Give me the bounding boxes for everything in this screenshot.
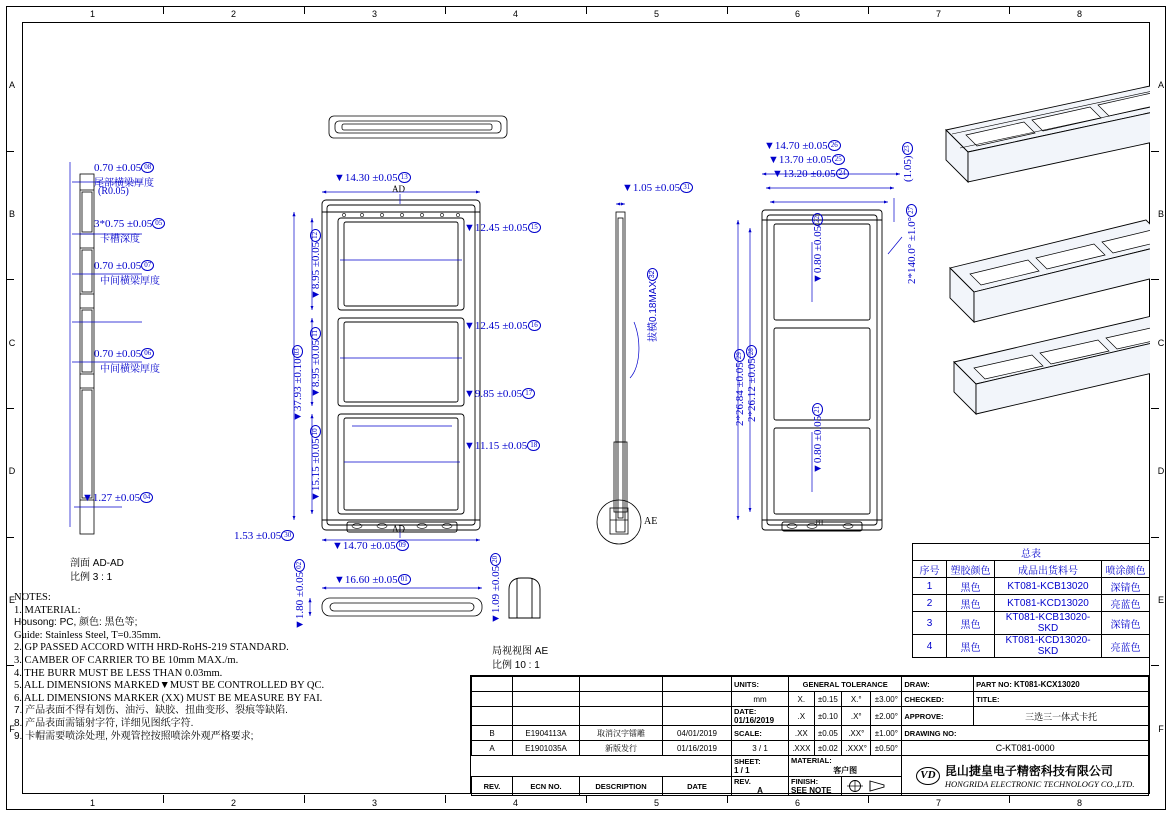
- summary-header-index: 序号: [913, 561, 947, 578]
- projection-symbol: [842, 777, 902, 796]
- zone-column-label: 5: [653, 798, 659, 808]
- title-block: [470, 675, 1150, 794]
- tol-r2c3: .X°: [842, 707, 871, 726]
- balloon-25: 25: [832, 154, 845, 165]
- zone-row-label: C: [8, 337, 16, 348]
- zone-tick: [304, 795, 305, 803]
- balloon-26: 26: [828, 140, 841, 151]
- dim-8-95-b: ▼8.95 ±0.0511: [310, 327, 322, 398]
- rev-b-cell: B: [472, 726, 513, 741]
- cell-plastic-color: 黑色: [947, 635, 995, 658]
- dim-mid-beam-label-1: 中间横梁厚度: [100, 276, 160, 287]
- zone-tick: [727, 6, 728, 14]
- balloon-13: 13: [398, 172, 411, 183]
- desc-b-cell: 取消汉字镭雕: [580, 726, 663, 741]
- zone-tick: [1151, 408, 1159, 409]
- dim-1-80: ▼1.80 ±0.0502: [294, 559, 306, 630]
- table-row: [913, 612, 1150, 635]
- zone-tick: [6, 537, 14, 538]
- dim-14-70-front: ▼14.70 ±0.05 09: [332, 540, 409, 552]
- balloon-10: 10: [310, 425, 321, 438]
- zone-tick: [586, 6, 587, 14]
- tol-r1c3: X.°: [842, 692, 871, 707]
- zone-tick: [6, 151, 14, 152]
- tol-r3c3: .XX°: [842, 726, 871, 741]
- zone-tick: [6, 665, 14, 666]
- label-ad-bottom: AD: [392, 524, 405, 534]
- finish-cell: FINISH: SEE NOTE: [789, 777, 842, 796]
- balloon-24: 24: [836, 168, 849, 179]
- balloon-31: 31: [680, 182, 693, 193]
- scale-value: 3 / 1: [732, 741, 789, 756]
- dim-0-80-b: ▼0.80 ±0.0521: [812, 403, 824, 474]
- dim-26-84: 2*26.84 ±0.0529: [734, 349, 746, 426]
- detail-caption-1: 局视视图 AE: [492, 646, 549, 657]
- date-a-cell: 01/16/2019: [663, 741, 732, 756]
- company-logo-icon: VD: [916, 767, 940, 785]
- company-name-cn: 昆山捷皇电子精密科技有限公司: [944, 764, 1113, 778]
- date-b-cell: 04/01/2019: [663, 726, 732, 741]
- label-81: 81: [816, 518, 824, 527]
- summary-table: [912, 543, 1150, 658]
- cell-plastic-color: 黑色: [947, 595, 995, 612]
- zone-tick: [1151, 665, 1159, 666]
- zone-tick: [445, 795, 446, 803]
- units-value: mm: [732, 692, 789, 707]
- cell-index: 3: [913, 612, 947, 635]
- zone-tick: [6, 408, 14, 409]
- zone-column-label: 5: [653, 9, 659, 19]
- dim-radius-note: (R0.05): [98, 186, 129, 197]
- dim-1-27: ▼1.27 ±0.05 04: [82, 492, 153, 504]
- note-item: 2. GP PASSED ACCORD WITH HRD-RoHS-219 STANDARD.: [14, 642, 289, 654]
- tolerance-title: GENERAL TOLERANCE: [789, 677, 902, 692]
- tol-r3c2: ±0.05: [814, 726, 842, 741]
- zone-tick: [586, 795, 587, 803]
- note-item: 8. 产品表面需镭射字符, 详细见图纸字符.: [14, 717, 194, 729]
- section-caption-2: 比例 3 : 1: [70, 572, 113, 583]
- balloon-11: 11: [310, 327, 321, 340]
- balloon-02: 02: [294, 559, 305, 572]
- balloon-15: 15: [528, 222, 541, 233]
- zone-tick: [1151, 537, 1159, 538]
- dim-slot-depth: 3*0.75 ±0.05 05: [94, 218, 165, 230]
- dim-0-80-a: ▼0.80 ±0.0522: [812, 213, 824, 284]
- zone-tick: [1151, 279, 1159, 280]
- summary-header-coating-color: 喷涂颜色: [1102, 561, 1150, 578]
- zone-row-label: F: [1158, 723, 1164, 734]
- tol-r1c1: X.: [789, 692, 815, 707]
- table-row: [913, 595, 1150, 612]
- units-label: UNITS:: [732, 677, 789, 692]
- cell-coating-color: 亮蓝色: [1102, 635, 1150, 658]
- balloon-22: 22: [812, 213, 823, 226]
- zone-column-label: 3: [371, 9, 377, 19]
- rev-value: A: [757, 786, 763, 795]
- dim-16-60: ▼16.60 ±0.05 01: [334, 574, 411, 586]
- material-cell: MATERIAL: 客户图: [789, 756, 902, 777]
- dim-26-12: 2*26.12 ±0.0528: [746, 345, 758, 422]
- tol-r3c1: .XX: [789, 726, 815, 741]
- balloon-23: 23: [902, 142, 913, 155]
- zone-column-label: 1: [89, 798, 95, 808]
- tol-r2c1: .X: [789, 707, 815, 726]
- balloon-03: 03: [292, 345, 303, 358]
- balloon-28: 28: [746, 345, 757, 358]
- dim-11-15: ▼11.15 ±0.05 18: [464, 440, 540, 452]
- zone-column-label: 6: [794, 798, 800, 808]
- balloon-17: 17: [522, 388, 535, 399]
- note-item: 4. THE BURR MUST BE LESS THAN 0.03mm.: [14, 667, 223, 679]
- zone-column-label: 1: [89, 9, 95, 19]
- note-item: 1. MATERIAL:: [14, 604, 81, 616]
- dim-tail-beam-label: 尾部横梁厚度: [94, 178, 154, 189]
- dim-13-70: ▼13.70 ±0.05 25: [768, 154, 845, 166]
- zone-row-label: D: [8, 466, 16, 477]
- dim-mid-beam-thickness-2: 0.70 ±0.05 06: [94, 348, 154, 360]
- dim-12-45-b: ▼12.45 ±0.05 16: [464, 320, 541, 332]
- ecn-header: ECN NO.: [513, 777, 580, 796]
- cell-coating-color: 亮蓝色: [1102, 595, 1150, 612]
- zone-tick: [163, 6, 164, 14]
- balloon-04: 04: [140, 492, 153, 503]
- balloon-12: 12: [310, 229, 321, 242]
- rev-header: REV.: [472, 777, 513, 796]
- dim-1-53: 1.53 ±0.05 30: [234, 530, 294, 542]
- zone-column-label: 7: [935, 9, 941, 19]
- dim-1-09: ▼1.09 ±0.0520: [490, 553, 502, 624]
- zone-row-label: A: [8, 80, 15, 91]
- zone-column-label: 3: [371, 798, 377, 808]
- note-item: 7. 产品表面不得有划伤、油污、缺胶、扭曲变形、裂痕等缺陷.: [14, 705, 288, 717]
- cell-coating-color: 深锖色: [1102, 612, 1150, 635]
- drawing-no-value: C-KT081-0000: [902, 741, 1149, 756]
- zone-tick: [1151, 151, 1159, 152]
- zone-column-label: 4: [512, 9, 518, 19]
- balloon-08: 08: [141, 162, 154, 173]
- sheet-value: 1 / 1: [734, 766, 750, 775]
- rev-a-cell: A: [472, 741, 513, 756]
- tol-r4c1: .XXX: [789, 741, 815, 756]
- zone-tick: [727, 795, 728, 803]
- part-no-label: PART NO: KT081-KCX13020: [974, 677, 1149, 692]
- cell-plastic-color: 黑色: [947, 578, 995, 595]
- balloon-16: 16: [528, 320, 541, 331]
- company-cell: [902, 756, 1149, 796]
- balloon-05: 05: [152, 218, 165, 229]
- zone-column-label: 8: [1076, 798, 1082, 808]
- balloon-21: 21: [812, 403, 823, 416]
- note-item: 6. ALL DIMENSIONS MARKER (XX) MUST BE MEASURE BY FAI.: [14, 692, 323, 704]
- dim-14-30: ▼14.30 ±0.05 13: [334, 172, 411, 184]
- tol-r4c3: .XXX°: [842, 741, 871, 756]
- summary-header-part-number: 成品出货料号: [994, 561, 1101, 578]
- note-item: Housong: PC, 颜色: 黑色等;: [14, 617, 138, 629]
- balloon-30: 30: [281, 530, 294, 541]
- checked-label: CHECKED:: [902, 692, 974, 707]
- summary-title: 总表: [913, 544, 1150, 561]
- date-label: DATE: 01/16/2019: [732, 707, 789, 726]
- description-header: DESCRIPTION: [580, 777, 663, 796]
- zone-tick: [163, 795, 164, 803]
- zone-tick: [1009, 795, 1010, 803]
- approve-label: APPROVE:: [902, 707, 974, 726]
- zone-row-label: E: [1157, 595, 1164, 605]
- dim-9-85: ▼9.85 ±0.05 17: [464, 388, 535, 400]
- zone-tick: [304, 6, 305, 14]
- tol-r1c2: ±0.15: [814, 692, 842, 707]
- drawing-no-label: DRAWING NO:: [902, 726, 1149, 741]
- balloon-32: 32: [647, 268, 658, 281]
- tol-r4c4: ±0.50°: [871, 741, 902, 756]
- note-item: Guide: Stainless Steel, T=0.35mm.: [14, 629, 161, 641]
- zone-row-label: B: [1157, 209, 1164, 219]
- zone-row-label: D: [1157, 466, 1165, 477]
- zone-column-label: 2: [230, 9, 236, 19]
- cell-part-number: KT081-KCB13020: [994, 578, 1101, 595]
- cell-part-number: KT081-KCD13020: [994, 595, 1101, 612]
- sheet-label: SHEET: 1 / 1: [732, 756, 789, 777]
- cell-plastic-color: 黑色: [947, 612, 995, 635]
- balloon-06: 06: [141, 348, 154, 359]
- summary-header-plastic-color: 塑胶颜色: [947, 561, 995, 578]
- dim-14-70-top: ▼14.70 ±0.05 26: [764, 140, 841, 152]
- date-value: 01/16/2019: [734, 716, 775, 725]
- date-header: DATE: [663, 777, 732, 796]
- dim-slot-depth-label: 卡槽深度: [100, 234, 140, 245]
- tol-r4c2: ±0.02: [814, 741, 842, 756]
- note-item: 5. ALL DIMENSIONS MARKED▼MUST BE CONTROLLED BY QC.: [14, 680, 325, 692]
- zone-column-label: 4: [512, 798, 518, 808]
- dim-tail-beam-thickness: 0.70 ±0.05 08: [94, 162, 154, 174]
- scale-label: SCALE:: [732, 726, 789, 741]
- tol-r2c4: ±2.00°: [871, 707, 902, 726]
- rev-cell: REV. A: [732, 777, 789, 796]
- zone-tick: [1009, 6, 1010, 14]
- finish-value: SEE NOTE: [791, 786, 832, 795]
- balloon-20: 20: [490, 553, 501, 566]
- label-ad-top: AD: [392, 184, 405, 194]
- zone-row-label: F: [9, 723, 15, 734]
- dim-37-93: ▼37.93 ±0.1003: [292, 345, 304, 422]
- dim-13-20: ▼13.20 ±0.05 24: [772, 168, 849, 180]
- balloon-18: 18: [527, 440, 540, 451]
- dim-15-15: ▼15.15 ±0.0510: [310, 425, 322, 502]
- cell-index: 4: [913, 635, 947, 658]
- cell-part-number: KT081-KCD13020-SKD: [994, 635, 1101, 658]
- draw-label: DRAW:: [902, 677, 974, 692]
- cell-part-number: KT081-KCB13020-SKD: [994, 612, 1101, 635]
- balloon-01: 01: [398, 574, 411, 585]
- part-no-value: KT081-KCX13020: [1013, 679, 1080, 689]
- dim-mid-beam-label-2: 中间横梁厚度: [100, 364, 160, 375]
- cell-coating-color: 深锖色: [1102, 578, 1150, 595]
- table-row: [913, 578, 1150, 595]
- zone-column-label: 6: [794, 9, 800, 19]
- tol-r2c2: ±0.10: [814, 707, 842, 726]
- balloon-09: 09: [396, 540, 409, 551]
- desc-a-cell: 新版发行: [580, 741, 663, 756]
- notes-title: NOTES:: [14, 592, 51, 603]
- zone-row-label: C: [1157, 337, 1165, 348]
- section-caption-1: 剖面 AD-AD: [70, 558, 124, 569]
- dim-8-95-a: ▼8.95 ±0.0512: [310, 229, 322, 300]
- dim-1-05-ref: (1.05)23: [902, 142, 914, 182]
- zone-column-label: 8: [1076, 9, 1082, 19]
- label-ae: AE: [644, 516, 658, 527]
- dim-mid-beam-thickness-1: 0.70 ±0.05 07: [94, 260, 154, 272]
- balloon-07: 07: [141, 260, 154, 271]
- tol-r1c4: ±3.00°: [871, 692, 902, 707]
- dim-12-45-a: ▼12.45 ±0.05 15: [464, 222, 541, 234]
- zone-tick: [445, 6, 446, 14]
- title-label: TITLE:: [974, 692, 1149, 707]
- note-item: 3. CAMBER OF CARRIER TO BE 10mm MAX./m.: [14, 654, 239, 666]
- table-row: [913, 635, 1150, 658]
- balloon-29: 29: [734, 349, 745, 362]
- note-item: 9. 卡帽需要喷涂处理, 外观管控按照喷涂外观严格要求;: [14, 730, 254, 742]
- ecn-a-cell: E1901035A: [513, 741, 580, 756]
- zone-row-label: E: [8, 595, 15, 605]
- zone-row-label: B: [8, 209, 15, 219]
- balloon-27: 27: [906, 204, 917, 217]
- zone-column-label: 2: [230, 798, 236, 808]
- cell-index: 1: [913, 578, 947, 595]
- detail-caption-2: 比例 10 : 1: [492, 660, 540, 671]
- cell-index: 2: [913, 595, 947, 612]
- zone-tick: [868, 6, 869, 14]
- ecn-b-cell: E1904113A: [513, 726, 580, 741]
- notes-block: [14, 592, 324, 743]
- title-value: 三选三一体式卡托: [974, 707, 1149, 726]
- zone-column-label: 7: [935, 798, 941, 808]
- material-value: 客户图: [833, 766, 858, 775]
- dim-1-05: ▼1.05 ±0.05 31: [622, 182, 693, 194]
- company-name-en: HONGRIDA ELECTRONIC TECHNOLOGY CO.,LTD.: [944, 779, 1135, 789]
- zone-row-label: A: [1157, 80, 1164, 91]
- zone-tick: [6, 279, 14, 280]
- dim-draft-angle: 拔模0.18MAX32: [644, 268, 659, 342]
- zone-tick: [868, 795, 869, 803]
- tol-r3c4: ±1.00°: [871, 726, 902, 741]
- dim-angle-140: 2*140.0° ±1.0°27: [906, 204, 918, 284]
